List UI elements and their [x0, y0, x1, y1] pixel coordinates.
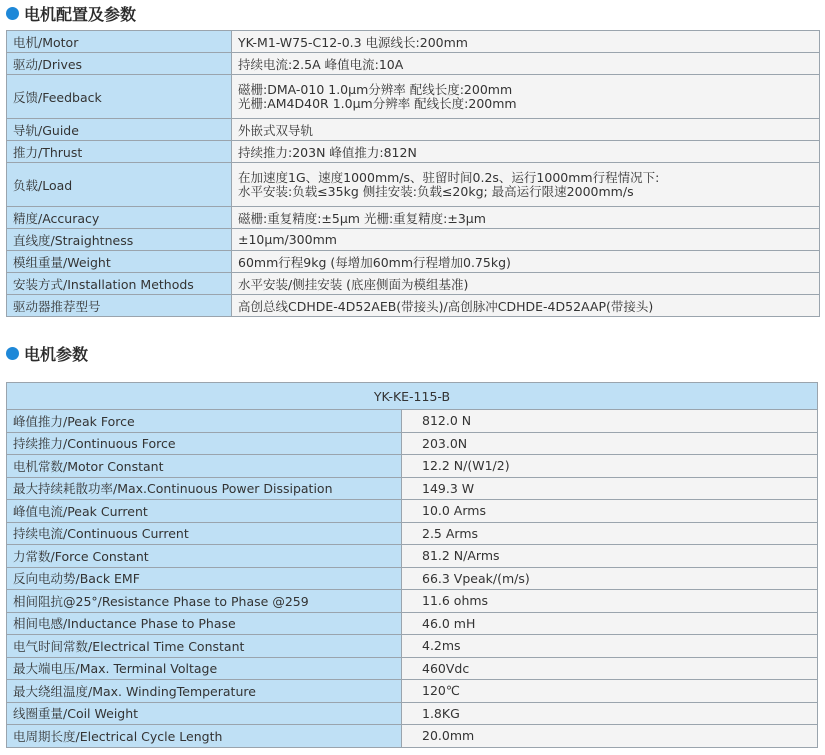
table-row — [7, 53, 820, 75]
row-label: 精度/Accuracy — [7, 207, 232, 229]
table-row — [7, 432, 818, 455]
param-value: 20.0mm — [402, 725, 818, 748]
param-value: 203.0N — [402, 432, 818, 455]
param-label: 最大绕组温度/Max. WindingTemperature — [7, 680, 402, 703]
row-label: 驱动器推荐型号 — [7, 295, 232, 317]
table-row — [7, 522, 818, 545]
param-label: 相间阻抗@25°/Resistance Phase to Phase @259 — [7, 590, 402, 613]
row-label: 驱动/Drives — [7, 53, 232, 75]
table-row — [7, 295, 820, 317]
param-value: 10.0 Arms — [402, 500, 818, 523]
table-row — [7, 612, 818, 635]
row-label: 导轨/Guide — [7, 119, 232, 141]
row-label: 安装方式/Installation Methods — [7, 273, 232, 295]
table-row — [7, 635, 818, 658]
param-label: 电机常数/Motor Constant — [7, 455, 402, 478]
value-line: ±10μm/300mm — [238, 232, 337, 247]
table-header-row — [7, 383, 818, 410]
table-row — [7, 680, 818, 703]
value-line: 水平安装/侧挂安装 (底座侧面为模组基准) — [238, 276, 469, 292]
row-label: 推力/Thrust — [7, 141, 232, 163]
row-value — [232, 273, 820, 295]
row-label: 电机/Motor — [7, 31, 232, 53]
bullet-dot-icon — [6, 7, 19, 20]
section-title-text: 电机配置及参数 — [24, 4, 137, 24]
table-row — [7, 119, 820, 141]
table-row — [7, 567, 818, 590]
param-label: 力常数/Force Constant — [7, 545, 402, 568]
table-row — [7, 207, 820, 229]
param-label: 持续推力/Continuous Force — [7, 432, 402, 455]
param-label: 峰值推力/Peak Force — [7, 410, 402, 433]
value-line: 水平安装:负载≤35kg 侧挂安装:负载≤20kg; 最高运行限速2000mm/s — [238, 183, 634, 199]
value-line: YK-M1-W75-C12-0.3 电源线长:200mm — [238, 34, 468, 50]
table-row — [7, 31, 820, 53]
table-row — [7, 455, 818, 478]
row-value — [232, 141, 820, 163]
param-label: 最大端电压/Max. Terminal Voltage — [7, 657, 402, 680]
row-value — [232, 163, 820, 207]
row-value — [232, 295, 820, 317]
section-title-config — [6, 2, 136, 24]
table-row — [7, 545, 818, 568]
value-line: 在加速度1G、速度1000mm/s、驻留时间0.2s、运行1000mm行程情况下: — [238, 169, 660, 185]
table-row — [7, 75, 820, 119]
param-value: 46.0 mH — [402, 612, 818, 635]
param-label: 电气时间常数/Electrical Time Constant — [7, 635, 402, 658]
value-line: 光栅:AM4D40R 1.0μm分辨率 配线长度:200mm — [238, 95, 517, 111]
row-value — [232, 75, 820, 119]
row-label: 反馈/Feedback — [7, 75, 232, 119]
config-table — [6, 30, 820, 317]
table-row — [7, 477, 818, 500]
row-value — [232, 119, 820, 141]
value-line: 高创总线CDHDE-4D52AEB(带接头)/高创脉冲CDHDE-4D52AAP(带接头) — [238, 298, 654, 314]
table-row — [7, 273, 820, 295]
param-value: 66.3 Vpeak/(m/s) — [402, 567, 818, 590]
param-value: 149.3 W — [402, 477, 818, 500]
row-value — [232, 207, 820, 229]
value-line: 60mm行程9kg (每增加60mm行程增加0.75kg) — [238, 254, 511, 270]
param-label: 反向电动势/Back EMF — [7, 567, 402, 590]
table-row — [7, 590, 818, 613]
section-title-text: 电机参数 — [24, 344, 89, 364]
param-value: 120℃ — [402, 680, 818, 703]
table-row — [7, 141, 820, 163]
param-value: 81.2 N/Arms — [402, 545, 818, 568]
value-line: 持续推力:203N 峰值推力:812N — [238, 144, 417, 160]
model-header: YK-KE-115-B — [7, 383, 818, 410]
param-label: 最大持续耗散功率/Max.Continuous Power Dissipation — [7, 477, 402, 500]
row-label: 直线度/Straightness — [7, 229, 232, 251]
param-label: 线圈重量/Coil Weight — [7, 702, 402, 725]
param-value: 2.5 Arms — [402, 522, 818, 545]
bullet-dot-icon — [6, 347, 19, 360]
param-value: 12.2 N/(W1/2) — [402, 455, 818, 478]
section-title-motor — [6, 342, 88, 364]
row-label: 负载/Load — [7, 163, 232, 207]
table-row — [7, 500, 818, 523]
param-value: 4.2ms — [402, 635, 818, 658]
row-value — [232, 53, 820, 75]
table-row — [7, 251, 820, 273]
row-value — [232, 31, 820, 53]
table-row — [7, 657, 818, 680]
value-line: 磁栅:重复精度:±5μm 光栅:重复精度:±3μm — [238, 210, 486, 226]
motor-params-table — [6, 382, 818, 748]
param-value: 11.6 ohms — [402, 590, 818, 613]
row-value — [232, 251, 820, 273]
table-row — [7, 702, 818, 725]
table-row — [7, 163, 820, 207]
row-value — [232, 229, 820, 251]
table-row — [7, 229, 820, 251]
value-line: 持续电流:2.5A 峰值电流:10A — [238, 56, 404, 72]
param-value: 1.8KG — [402, 702, 818, 725]
row-label: 模组重量/Weight — [7, 251, 232, 273]
param-label: 持续电流/Continuous Current — [7, 522, 402, 545]
value-line: 磁栅:DMA-010 1.0μm分辨率 配线长度:200mm — [238, 81, 513, 97]
param-value: 812.0 N — [402, 410, 818, 433]
param-label: 相间电感/Inductance Phase to Phase — [7, 612, 402, 635]
param-label: 峰值电流/Peak Current — [7, 500, 402, 523]
param-label: 电周期长度/Electrical Cycle Length — [7, 725, 402, 748]
table-row — [7, 410, 818, 433]
value-line: 外嵌式双导轨 — [238, 122, 314, 138]
table-row — [7, 725, 818, 748]
param-value: 460Vdc — [402, 657, 818, 680]
